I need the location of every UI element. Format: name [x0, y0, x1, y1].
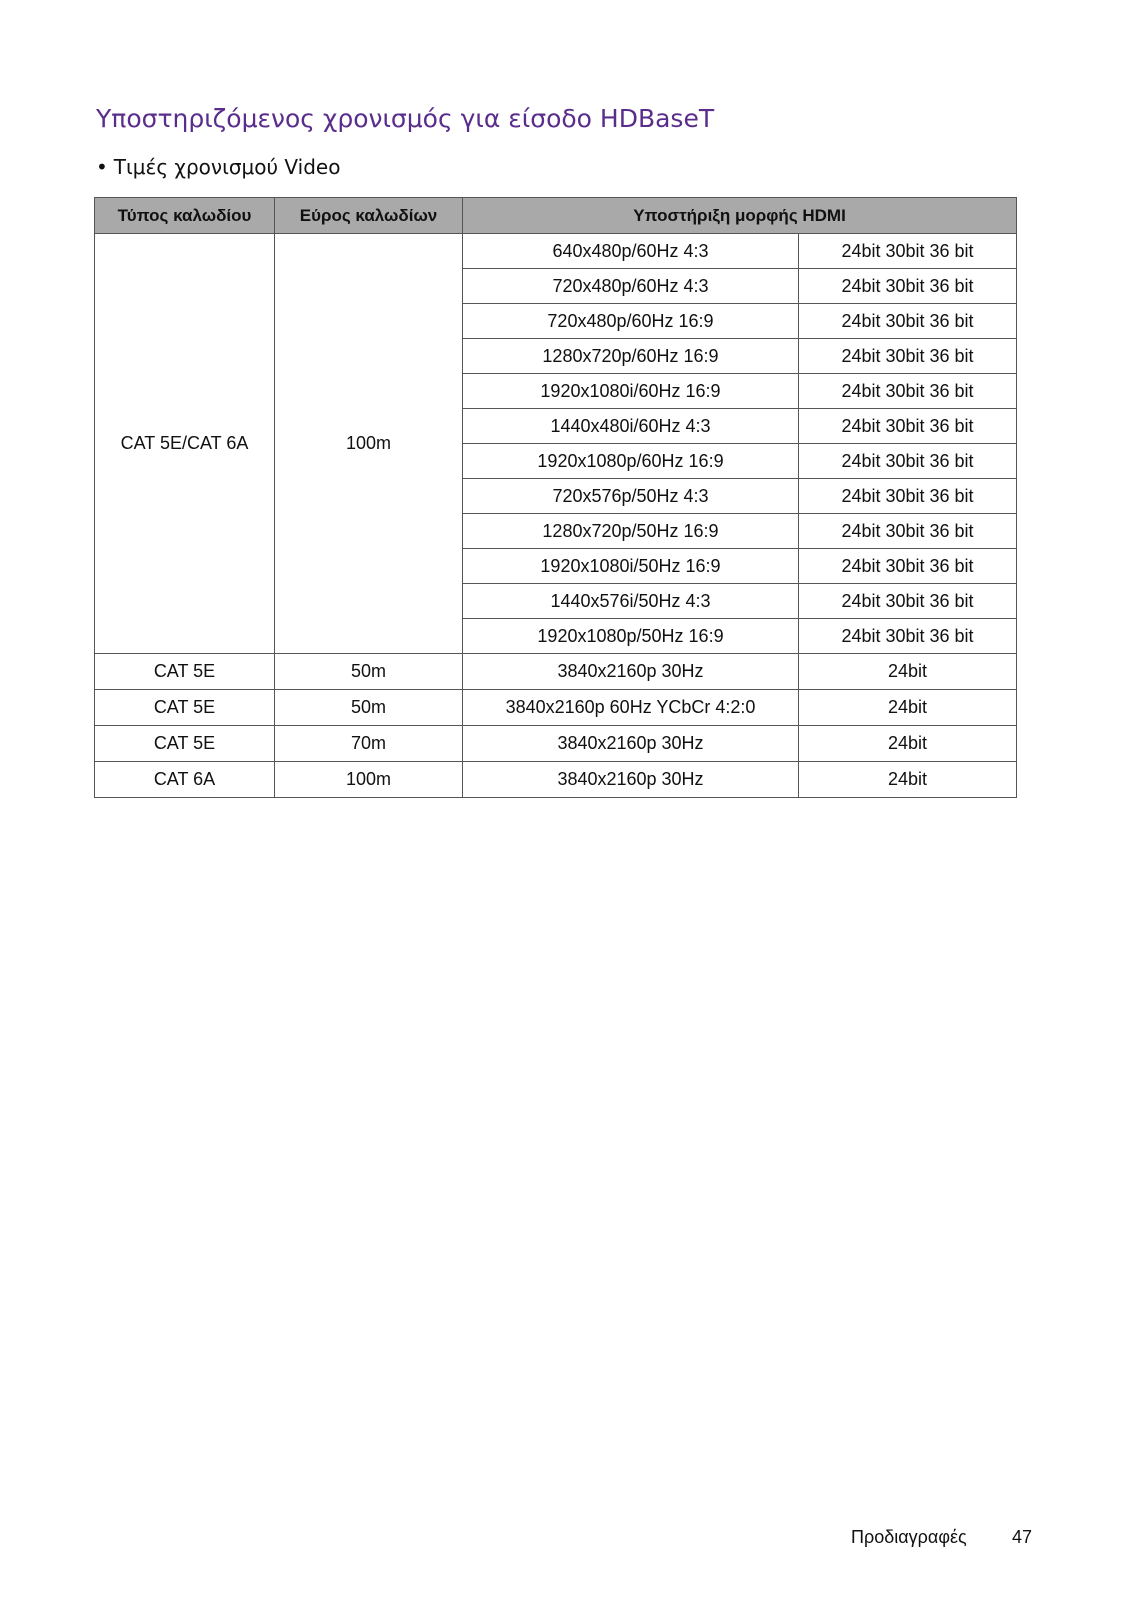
cell-cable-type: CAT 5E	[95, 654, 275, 690]
cell-cable-range: 50m	[275, 690, 463, 726]
table-header-row	[95, 198, 1017, 234]
timing-table	[94, 197, 1017, 798]
cell-format: 1920x1080i/60Hz 16:9	[463, 374, 799, 409]
cell-color-depth: 24bit 30bit 36 bit	[799, 619, 1017, 654]
footer-section-label: Προδιαγραφές	[851, 1527, 967, 1547]
cell-format: 720x480p/60Hz 4:3	[463, 269, 799, 304]
header-hdmi-format: Υποστήριξη μορφής HDMI	[463, 198, 1017, 234]
cell-cable-type: CAT 5E	[95, 690, 275, 726]
cell-cable-range: 70m	[275, 726, 463, 762]
cell-format: 3840x2160p 30Hz	[463, 654, 799, 690]
header-cable-range: Εύρος καλωδίων	[275, 198, 463, 234]
cell-format: 720x576p/50Hz 4:3	[463, 479, 799, 514]
cell-color-depth: 24bit 30bit 36 bit	[799, 269, 1017, 304]
cell-color-depth: 24bit	[799, 654, 1017, 690]
table-body	[95, 234, 1017, 798]
section-subtitle	[96, 155, 340, 179]
cell-color-depth: 24bit 30bit 36 bit	[799, 234, 1017, 269]
cell-cable-type: CAT 6A	[95, 762, 275, 798]
cell-cable-type: CAT 5E/CAT 6A	[95, 234, 275, 654]
cell-format: 3840x2160p 30Hz	[463, 726, 799, 762]
cell-format: 720x480p/60Hz 16:9	[463, 304, 799, 339]
cell-cable-range: 100m	[275, 234, 463, 654]
cell-color-depth: 24bit 30bit 36 bit	[799, 409, 1017, 444]
cell-color-depth: 24bit 30bit 36 bit	[799, 304, 1017, 339]
cell-cable-range: 50m	[275, 654, 463, 690]
cell-format: 1440x576i/50Hz 4:3	[463, 584, 799, 619]
cell-format: 3840x2160p 30Hz	[463, 762, 799, 798]
cell-format: 1920x1080p/50Hz 16:9	[463, 619, 799, 654]
table-row	[95, 726, 1017, 762]
table-row	[95, 654, 1017, 690]
cell-color-depth: 24bit 30bit 36 bit	[799, 514, 1017, 549]
cell-format: 1920x1080i/50Hz 16:9	[463, 549, 799, 584]
footer-page-number: 47	[1012, 1527, 1033, 1547]
cell-color-depth: 24bit 30bit 36 bit	[799, 339, 1017, 374]
table-row	[95, 690, 1017, 726]
table-row	[95, 234, 1017, 269]
cell-format: 1440x480i/60Hz 4:3	[463, 409, 799, 444]
cell-color-depth: 24bit 30bit 36 bit	[799, 374, 1017, 409]
page-title: Υποστηριζόμενος χρονισμός για είσοδο HDBaseT	[96, 104, 715, 133]
header-cable-type: Τύπος καλωδίου	[95, 198, 275, 234]
cell-color-depth: 24bit 30bit 36 bit	[799, 584, 1017, 619]
cell-format: 1920x1080p/60Hz 16:9	[463, 444, 799, 479]
subtitle-text: Τιμές χρονισμού Video	[113, 155, 341, 179]
cell-color-depth: 24bit 30bit 36 bit	[799, 479, 1017, 514]
bullet: •	[96, 155, 108, 179]
cell-color-depth: 24bit 30bit 36 bit	[799, 444, 1017, 479]
cell-format: 640x480p/60Hz 4:3	[463, 234, 799, 269]
cell-format: 3840x2160p 60Hz YCbCr 4:2:0	[463, 690, 799, 726]
cell-cable-type: CAT 5E	[95, 726, 275, 762]
cell-color-depth: 24bit	[799, 762, 1017, 798]
table-row	[95, 762, 1017, 798]
cell-format: 1280x720p/50Hz 16:9	[463, 514, 799, 549]
cell-cable-range: 100m	[275, 762, 463, 798]
cell-color-depth: 24bit	[799, 690, 1017, 726]
cell-color-depth: 24bit 30bit 36 bit	[799, 549, 1017, 584]
cell-color-depth: 24bit	[799, 726, 1017, 762]
cell-format: 1280x720p/60Hz 16:9	[463, 339, 799, 374]
